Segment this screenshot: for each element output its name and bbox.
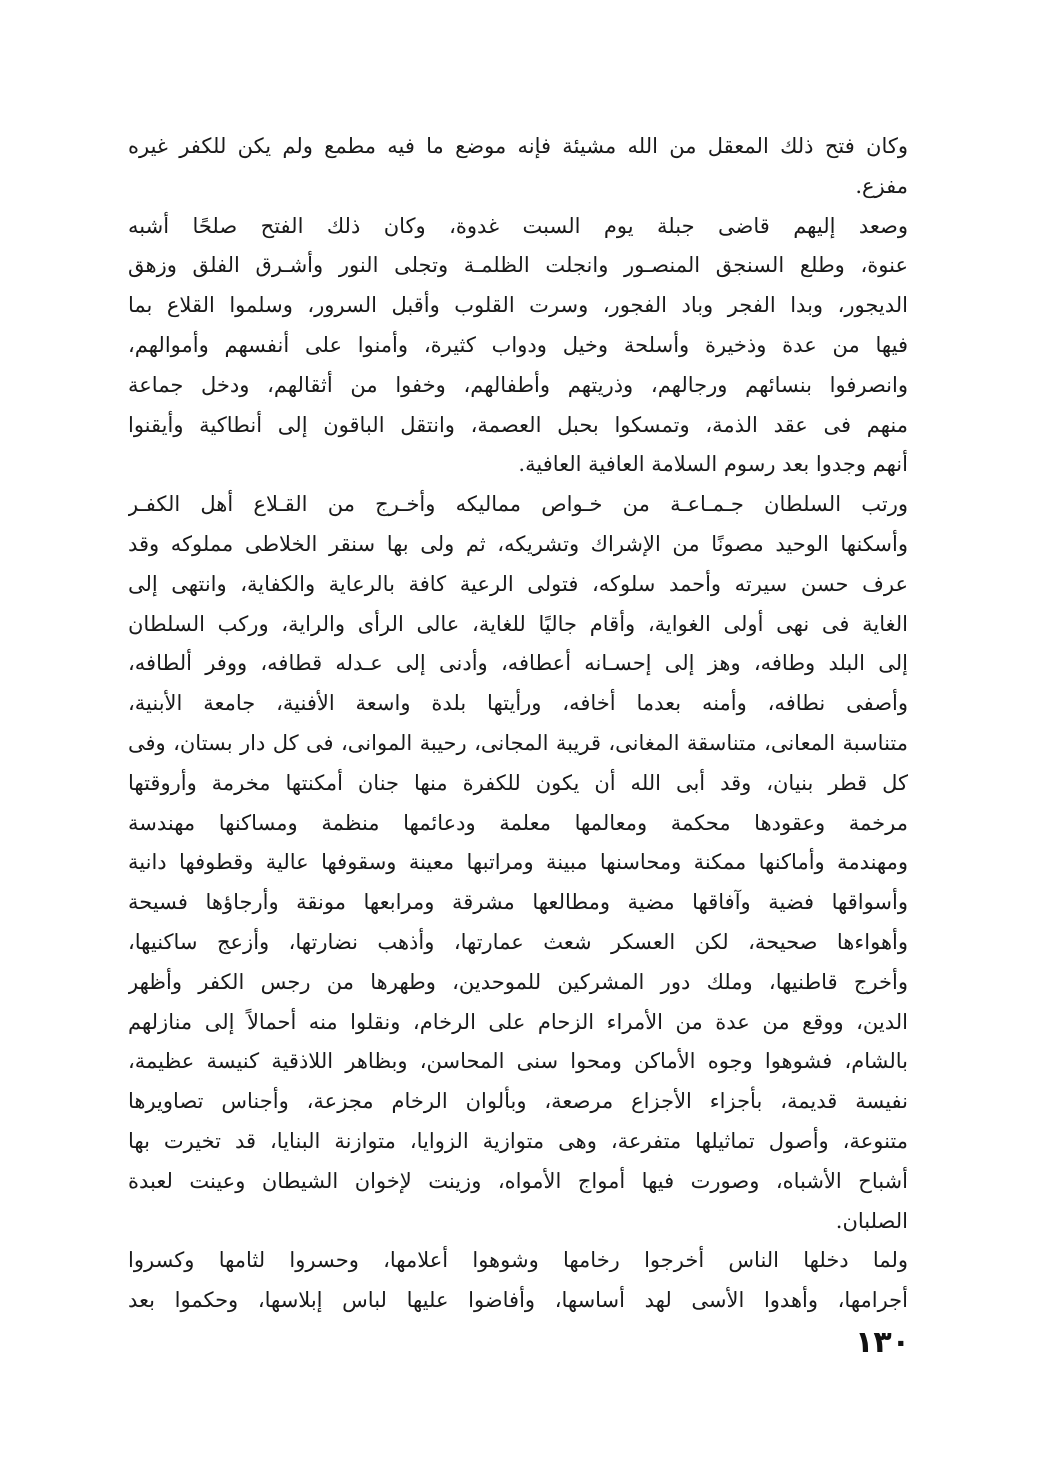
text-line: الديجور، وبدا الفجر وباد الفجور، وسرت القلوب وأقبل السرور، وسلموا القلاع بما: [128, 293, 908, 318]
text-line: نفيسة قديمة، بأجزاء الأجزاع مرصعة، وبألوان الرخام مجزعة، وأجناس تصاويرها: [128, 1089, 908, 1114]
text-line: وصعد إليهم قاضى جبلة يوم السبت غدوة، وكان ذلك الفتح صلحًا أشبه: [128, 213, 908, 238]
text-line: منهم فى عقد الذمة، وتمسكوا بحبل العصمة، وانتقل الباقون إلى أنطاكية وأيقنوا: [128, 412, 908, 437]
text-line: وأهواءها صحيحة، لكن العسكر شعث عمارتها، وأذهب نضارتها، وأزعج ساكنيها،: [128, 929, 908, 954]
text-line: مرخمة وعقودها محكمة ومعالمها معلمة ودعائمها منظمة ومساكنها مهندسة: [128, 810, 908, 835]
text-line: وأسواقها فضية وآفاقها مضية ومطالعها مشرقة ومرابعها مونقة وأرجاؤها فسيحة: [128, 890, 908, 915]
text-line: عرف حسن سيرته وأحمد سلوكه، فتولى الرعية كافة بالرعاية والكفاية، وانتهى إلى: [128, 571, 908, 596]
text-line: وكان فتح ذلك المعقل من الله مشيئة فإنه موضع ما فيه مطمع ولم يكن للكفر غيره: [128, 134, 908, 158]
text-line: مفزع.: [855, 173, 908, 198]
text-line: وأخرج قاطنيها، وملك دور المشركين للموحدين، وطهرها من رجس الكفر وأظهر: [128, 969, 908, 994]
text-line: ورتب السلطان جـمـاعـة من خـواص مماليكه وأخـرج من القـلاع أهل الكفـر: [128, 492, 908, 517]
text-line: كل قطر بنيان، وقد أبى الله أن يكون للكفرة منها جنان أمكنتها مخرمة وأروقتها: [128, 770, 908, 795]
text-line: وأصفى نطافه، وأمنه بعدما أخافه، ورأيتها بلدة واسعة الأفنية، جامعة الأبنية،: [128, 691, 908, 716]
text-line: الصلبان.: [835, 1208, 908, 1233]
text-line: ولما دخلها الناس أخرجوا رخامها وشوهوا أعلامها، وحسروا لثامها وكسروا: [128, 1248, 908, 1273]
text-line: وانصرفوا بنسائهم ورجالهم، وذريتهم وأطفالهم، وخفوا من أثقالهم، ودخل جماعة: [128, 372, 908, 397]
text-line: عنوة، وطلع السنجق المنصـور وانجلت الظلمـة وتجلى النور وأشـرق الفلق وزهق: [128, 253, 908, 278]
text-line: متناسبة المعانى، متناسقة المغانى، قريبة المجانى، رحيبة الموانى، فى كل دار بستان، وفى: [128, 730, 908, 755]
text-line: بالشام، فشوهوا وجوه الأماكن ومحوا سنى المحاسن، وبظاهر اللاذقية كنيسة عظيمة،: [128, 1049, 908, 1074]
page-number: ١٣٠: [855, 1325, 910, 1360]
text-line: ومهندمة وأماكنها ممكنة ومحاسنها مبينة ومراتبها معينة وسقوفها عالية وقطوفها دانية: [128, 850, 908, 875]
text-line: الغاية فى نهى أولى الغواية، وأقام جاليًا للغاية، عالى الرأى والراية، وركب السلطان: [128, 611, 908, 636]
text-line: فيها من عدة وذخيرة وأسلحة وخيل ودواب كثيرة، وأمنوا على أنفسهم وأموالهم،: [128, 332, 908, 357]
text-line: أشباح الأشباه، وصورت فيها أمواج الأمواه، وزينت لإخوان الشيطان وعينت لعبدة: [128, 1168, 908, 1193]
text-line: أنهم وجدوا بعد رسوم السلامة العافية العافية.: [518, 452, 908, 477]
text-line: الدين، ووقع من عدة من الأمراء الزحام على الرخام، ونقلوا منه أحمالاً إلى منازلهم: [128, 1009, 908, 1034]
text-line: متنوعة، وأصول تماثيلها متفرعة، وهى متوازية الزوايا، متوازنة البنايا، قد تخيرت بها: [128, 1128, 908, 1153]
text-line: وأسكنها الوحيد مصونًا من الإشراك وتشريكه، ثم ولى بها سنقر الخلاطى مملوكه وقد: [128, 531, 908, 556]
text-line: إلى البلد وطافه، وهز إلى إحسـانه أعطافه، وأدنى إلى عـدله قطافه، ووفر ألطافه،: [128, 651, 908, 676]
body-text: [128, 127, 908, 1321]
text-line: أجرامها، وأهدوا الأسى لهد أساسها، وأفاضوا عليها لباس إبلاسها، وحكموا بعد: [128, 1288, 908, 1313]
